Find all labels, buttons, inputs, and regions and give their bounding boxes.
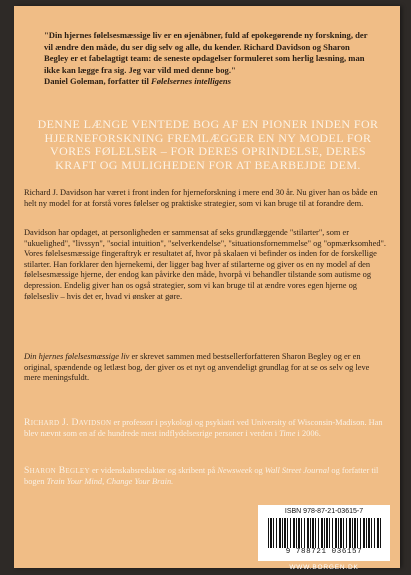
quote-attribution	[44, 76, 231, 86]
quote-text: "Din hjernes følelsesmæssige liv er en øjenåbner, fuld af epokegørende ny forskning, der vil ændre den måde, du ser dig selv og alle, du kender. Richard Davidson og Sharon Begley er et fabelagtigt team: de seneste opdagelser formuleret som herlig læsning, man ikke kan lægge fra sig. Jeg var vild med denne bog."	[44, 30, 368, 75]
description-paragraph-1: Richard J. Davidson har været i front inden for hjerneforskning i mere end 30 år. Nu giver han os både en helt ny model for at forstå vores følelser og praktiske strategier, som vi kan bruge til at forandre dem.	[24, 188, 378, 208]
author-bio-davidson	[24, 418, 390, 439]
barcode-panel	[258, 505, 390, 561]
author-name-davidson: Richard J. Davidson	[24, 417, 112, 428]
endorsement-quote	[44, 30, 370, 88]
author-bio-begley	[24, 466, 390, 487]
publisher-website: WWW.BORGEN.DK	[289, 564, 359, 571]
bio-begley-text-a: er videnskabsredaktør og skribent på	[89, 466, 218, 475]
ean-digits: 9 788721 036157	[285, 548, 363, 556]
bio-begley-book: Train Your Mind, Change Your Brain.	[46, 476, 174, 486]
quote-attribution-title: Følelsernes intelligens	[151, 76, 231, 87]
bio-begley-text-c: og forfatter til bogen	[24, 466, 379, 486]
cover-headline: DENNE LÆNGE VENTEDE BOG AF EN PIONER INDEN FOR HJERNEFORSKNING FREMLÆGGER EN NY MODEL FOR VORES FØLELSER – FOR DERES OPRINDELSE, DERES KRAFT OG MULIGHEDEN FOR AT BEARBEJDE DEM.	[37, 117, 379, 172]
bio-davidson-text-b: i 2006.	[295, 428, 321, 438]
book-back-cover	[14, 6, 400, 571]
description-paragraph-3	[24, 352, 388, 384]
bio-begley-pub2: Wall Street Journal	[264, 466, 330, 475]
bio-davidson-text-a: er professor i psykologi og psykiatri ved University of Wisconsin-Madison. Han blev nævnt som en af de hundrede mest indflydelsesrige personer i verden i	[24, 418, 383, 438]
barcode-icon	[268, 518, 382, 548]
book-title-italic: Din hjernes følelsesmæssige liv	[24, 352, 130, 361]
bio-begley-text-b: og	[252, 466, 265, 475]
description-paragraph-2: Davidson har opdaget, at personligheden er sammensat af seks grundlæggende "stilarter", som er "ukuelighed", "livssyn", "social intuition", "selverkendelse", "situationsfornemmelse" og "opmærksomhed". Vores følelsesmæssige fingeraftryk er resultatet af, hvor på skalaen vi befinder os inden for de forskellige stilarter. Han forklarer den hjernekemi, der ligger bag hver af stilarterne og giver os en ny model af den følelsesmæssige hjerne, der endog kan påvirke den måde, hvorpå vi behandler tilstande som autisme og depression. Endelig giver han os også strategier, som vi kan bruge til at ændre vores egen hjerne og følelsesliv – hvis det er, hvad vi ønsker at gøre.	[24, 228, 387, 301]
author-name-begley: Sharon Begley	[24, 465, 90, 476]
isbn-label: ISBN 978-87-21-03615-7	[284, 508, 364, 515]
quote-attribution-prefix: Daniel Goleman, forfatter til	[44, 76, 151, 87]
paragraph-3-rest: er skrevet sammen med bestsellerforfatteren Sharon Begley og er en original, spændende og letlæst bog, der giver os et nyt og anvendeligt grundlag for at se os selv og leve mere meningsfuldt.	[24, 352, 370, 383]
bio-begley-pub1: Newsweek	[217, 466, 253, 475]
bio-davidson-magazine: Time	[279, 428, 296, 438]
